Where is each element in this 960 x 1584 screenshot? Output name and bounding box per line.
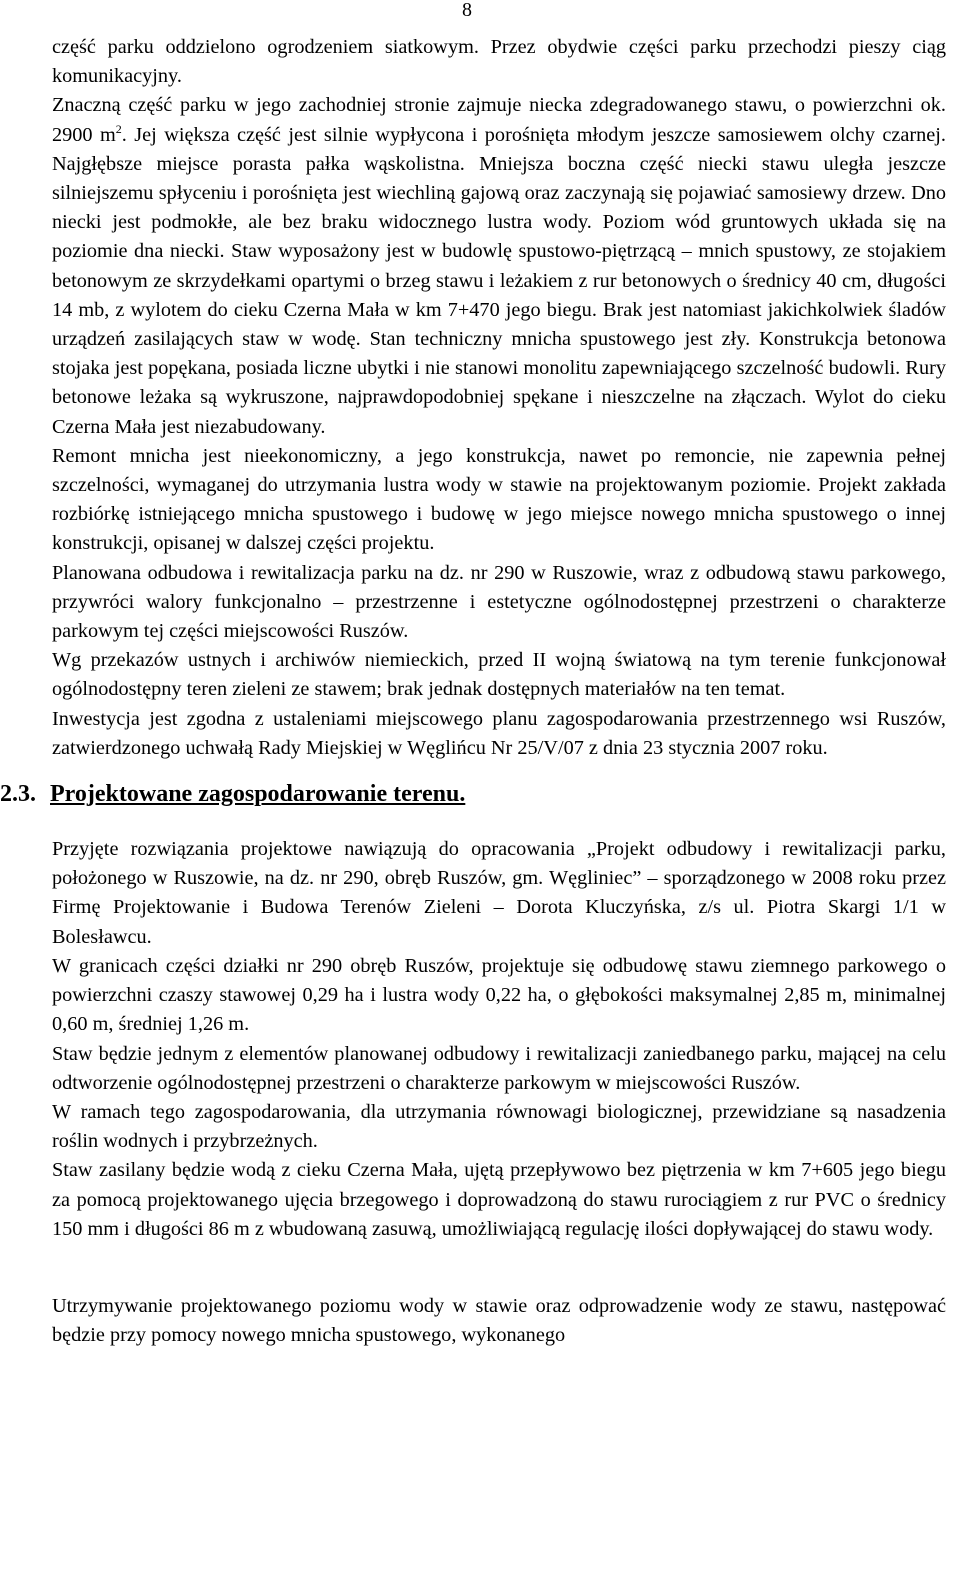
paragraph: Utrzymywanie projektowanego poziomu wody w stawie oraz odprowadzenie wody ze stawu, następować będzie przy pomocy nowego mnicha spustowego, wykonanego xyxy=(52,1294,946,1347)
paragraph-text: . Jej większa część jest silnie wypłycona i porośnięta młodym jeszcze samosiewem olchy czarnej. Najgłębsze miejsce porasta pałka wąskolistna. Mniejsza boczna część niecki stawu uległa jeszcze silniejszemu spłyceniu i porośnięta jest wiechliną gajową oraz zaczynają się pojawiać samosiewy drzew. Dno niecki jest podmokłe, ale bez braku widocznego lustra wody. Poziom wód gruntowych układa się na poziomie dna niecki. Staw wyposażony jest w budowlę spustowo-piętrzącą – mnich spustowy, ze stojakiem betonowym ze skrzydełkami opartymi o brzeg stawu i leżakiem z rur betonowych o średnicy 40 cm, długości 14 mb, z wylotem do cieku Czerna Mała w km 7+470 jego biegu. Brak jest natomiast jakichkolwiek śladów urządzeń zasilających staw w wodę. Stan techniczny mnicha spustowego jest zły. Konstrukcja betonowa stojaka jest popękana, posiada liczne ubytki i nie stanowi monolitu zapewniającego szczelność budowli. Rury betonowe leżaka są wykruszone, najprawdopodobniej spękane i nieszczelne na złączach. Wylot do cieku Czerna Mała jest niezabudowany. xyxy=(52,123,946,438)
paragraph: Staw zasilany będzie wodą z cieku Czerna Mała, ujętą przepływowo bez piętrzenia w km 7+605 jego biegu za pomocą projektowanego ujęcia brzegowego i doprowadzoną do stawu rurociągiem z rur PVC o średnicy 150 mm i długości 86 m z wbudowaną zasuwą, umożliwiającą regulację ilości dopływającej do stawu wody. xyxy=(52,1159,946,1240)
paragraph xyxy=(52,91,946,441)
paragraph-text: Planowana odbudowa i rewitalizacja parku na dz. nr 290 w Ruszowie, wraz z odbudową stawu parkowego, przywróci walory funkcjonalno – przestrzenne i estetyczne ogólnodostępnej przestrzeni o charakterze parkowym tej części miejscowości Ruszów. xyxy=(52,561,946,643)
section-heading xyxy=(0,779,946,809)
document-body xyxy=(0,33,946,1350)
paragraph xyxy=(52,646,946,704)
paragraph: W ramach tego zagospodarowania, dla utrzymania równowagi biologicznej, przewidziane są nasadzenia roślin wodnych i przybrzeżnych. xyxy=(52,1100,946,1153)
paragraph xyxy=(52,33,946,91)
paragraph: W granicach części działki nr 290 obręb Ruszów, projektuje się odbudowę stawu ziemnego parkowego o powierzchni czaszy stawowej 0,29 ha i lustra wody 0,22 ha, o głębokości maksymalnej 2,85 m, minimalnej 0,60 m, średniej 1,26 m. xyxy=(52,954,946,1036)
spacer xyxy=(52,1244,946,1292)
paragraph-text: Wg przekazów ustnych i archiwów niemieckich, przed II wojną światową na tym terenie funkcjonował ogólnodostępny teren zieleni ze stawem; brak jednak dostępnych materiałów na ten temat. xyxy=(52,649,946,701)
paragraph-text: Znaczną część parku w jego zachodniej stronie zajmuje niecka zdegradowanego stawu, o powierzchni ok. 2900 m xyxy=(52,94,946,146)
paragraph-text: część parku oddzielono ogrodzeniem siatkowym. Przez obydwie części parku przechodzi pieszy ciąg komunikacyjny. xyxy=(52,36,946,88)
paragraph xyxy=(52,559,946,647)
paragraph: Staw będzie jednym z elementów planowanej odbudowy i rewitalizacji zaniedbanego parku, mającej na celu odtworzenie ogólnodostępnej przestrzeni o charakterze parkowym w miejscowości Ruszów. xyxy=(52,1042,946,1094)
section-title: Projektowane zagospodarowanie terenu. xyxy=(50,781,466,808)
paragraph xyxy=(52,705,946,763)
superscript: 2 xyxy=(115,121,122,136)
paragraph xyxy=(52,442,946,559)
section-number: 2.3. xyxy=(0,781,36,808)
paragraph: Przyjęte rozwiązania projektowe nawiązują do opracowania „Projekt odbudowy i rewitalizacji parku, położonego w Ruszowie, na dz. nr 290, obręb Ruszów, gm. Węgliniec” – sporządzonego w 2008 roku przez Firmę Projektowanie i Budowa Terenów Zieleni – Dorota Kluczyńska, z/s ul. Piotra Skargi 1/1 w Bolesławcu. xyxy=(52,838,946,948)
paragraph-text: Inwestycja jest zgodna z ustaleniami miejscowego planu zagospodarowania przestrzennego wsi Ruszów, zatwierdzonego uchwałą Rady Miejskiej w Węglińcu Nr 25/V/07 z dnia 23 stycznia 2007 roku. xyxy=(52,707,946,759)
paragraph-text: Remont mnicha jest nieekonomiczny, a jego konstrukcja, nawet po remoncie, nie zapewnia pełnej szczelności, wymaganej do utrzymania lustra wody w stawie na projektowanym poziomie. Projekt zakłada rozbiórkę istniejącego mnicha spustowego i budowę w jego miejsce nowego mnicha spustowego o innej konstrukcji, opisanej w dalszej części projektu. xyxy=(52,444,946,555)
page-number: 8 xyxy=(462,0,472,21)
